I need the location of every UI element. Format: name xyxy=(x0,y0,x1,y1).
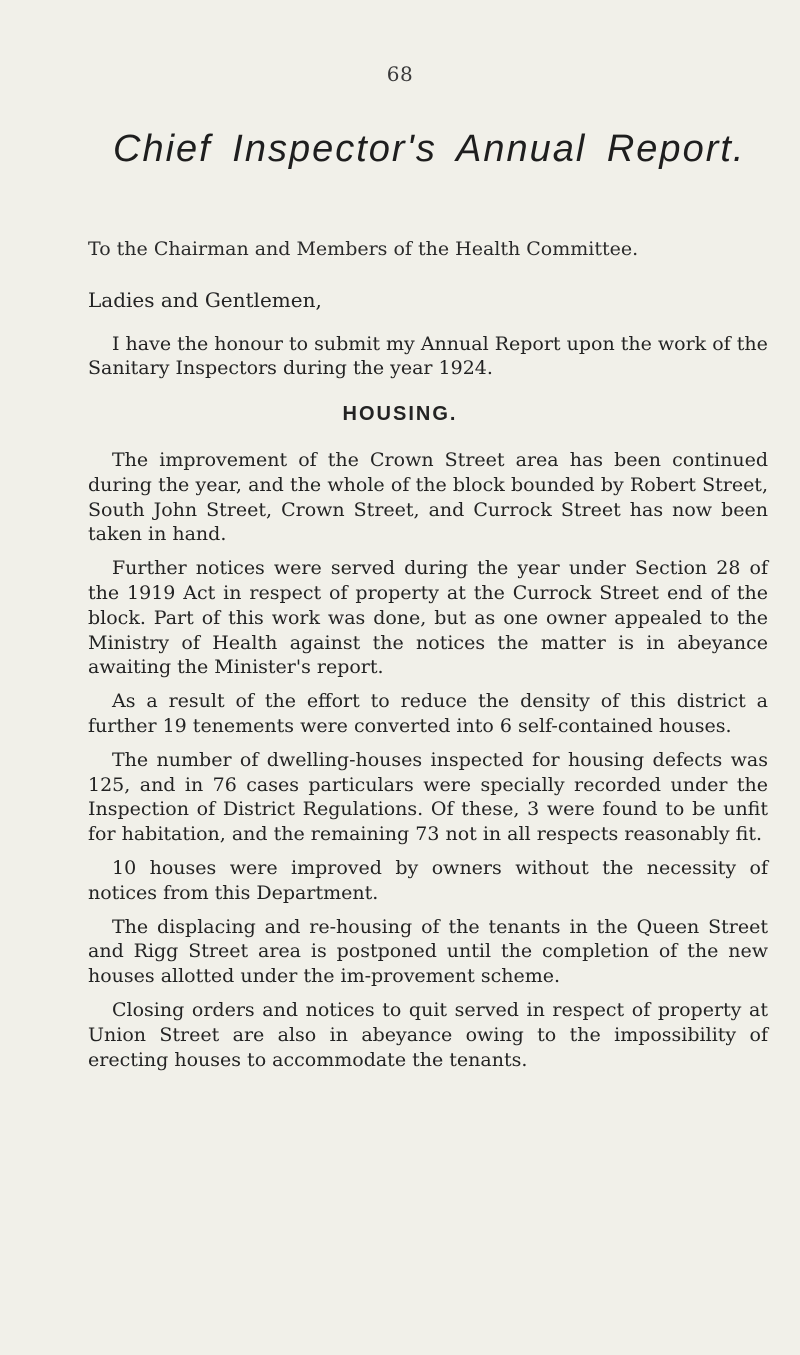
paragraph-further-notices: Further notices were served during the year under Section 28 of the 1919 Act in respect of property at the Currock Street end of the block. Part of this work was done, but as one owner appealed to the Ministry of Health against the notices the matter is in abeyance awaiting the Minister's report. xyxy=(88,557,768,679)
intro-paragraph: I have the honour to submit my Annual Report upon the work of the Sanitary Inspectors during the year 1924. xyxy=(88,333,768,379)
salutation: Ladies and Gentlemen, xyxy=(88,288,322,312)
paragraph-rehousing: The displacing and re-housing of the tenants in the Queen Street and Rigg Street area is postponed until the completion of the new houses allotted under the im-provement scheme. xyxy=(88,915,768,988)
paragraph-crown-street: The improvement of the Crown Street area has been continued during the year, and the whole of the block bounded by Robert Street, South John Street, Crown Street, and Currock Street has now been taken in hand. xyxy=(88,449,768,546)
report-title: Chief Inspector's Annual Report. xyxy=(113,128,746,170)
housing-section-body xyxy=(88,448,768,1081)
paragraph-inspections: The number of dwelling-houses inspected for housing defects was 125, and in 76 cases particulars were specially recorded under the Inspection of District Regulations. Of these, 3 were found to be unfit for habitation, and the remaining 73 not in all respects reasonably fit. xyxy=(88,748,768,846)
paragraph-improved-houses: 10 houses were improved by owners without the necessity of notices from this Department. xyxy=(88,856,768,904)
paragraph-density-reduction: As a result of the effort to reduce the density of this district a further 19 tenements were converted into 6 self-contained houses. xyxy=(88,690,768,737)
section-heading-housing: HOUSING. xyxy=(342,403,458,425)
page-number: 68 xyxy=(386,62,414,86)
paragraph-closing-orders: Closing orders and notices to quit served in respect of property at Union Street are also in abeyance owing to the impossibility of erecting houses to accommodate the tenants. xyxy=(88,998,768,1071)
addressee-line: To the Chairman and Members of the Health Committee. xyxy=(88,238,639,260)
